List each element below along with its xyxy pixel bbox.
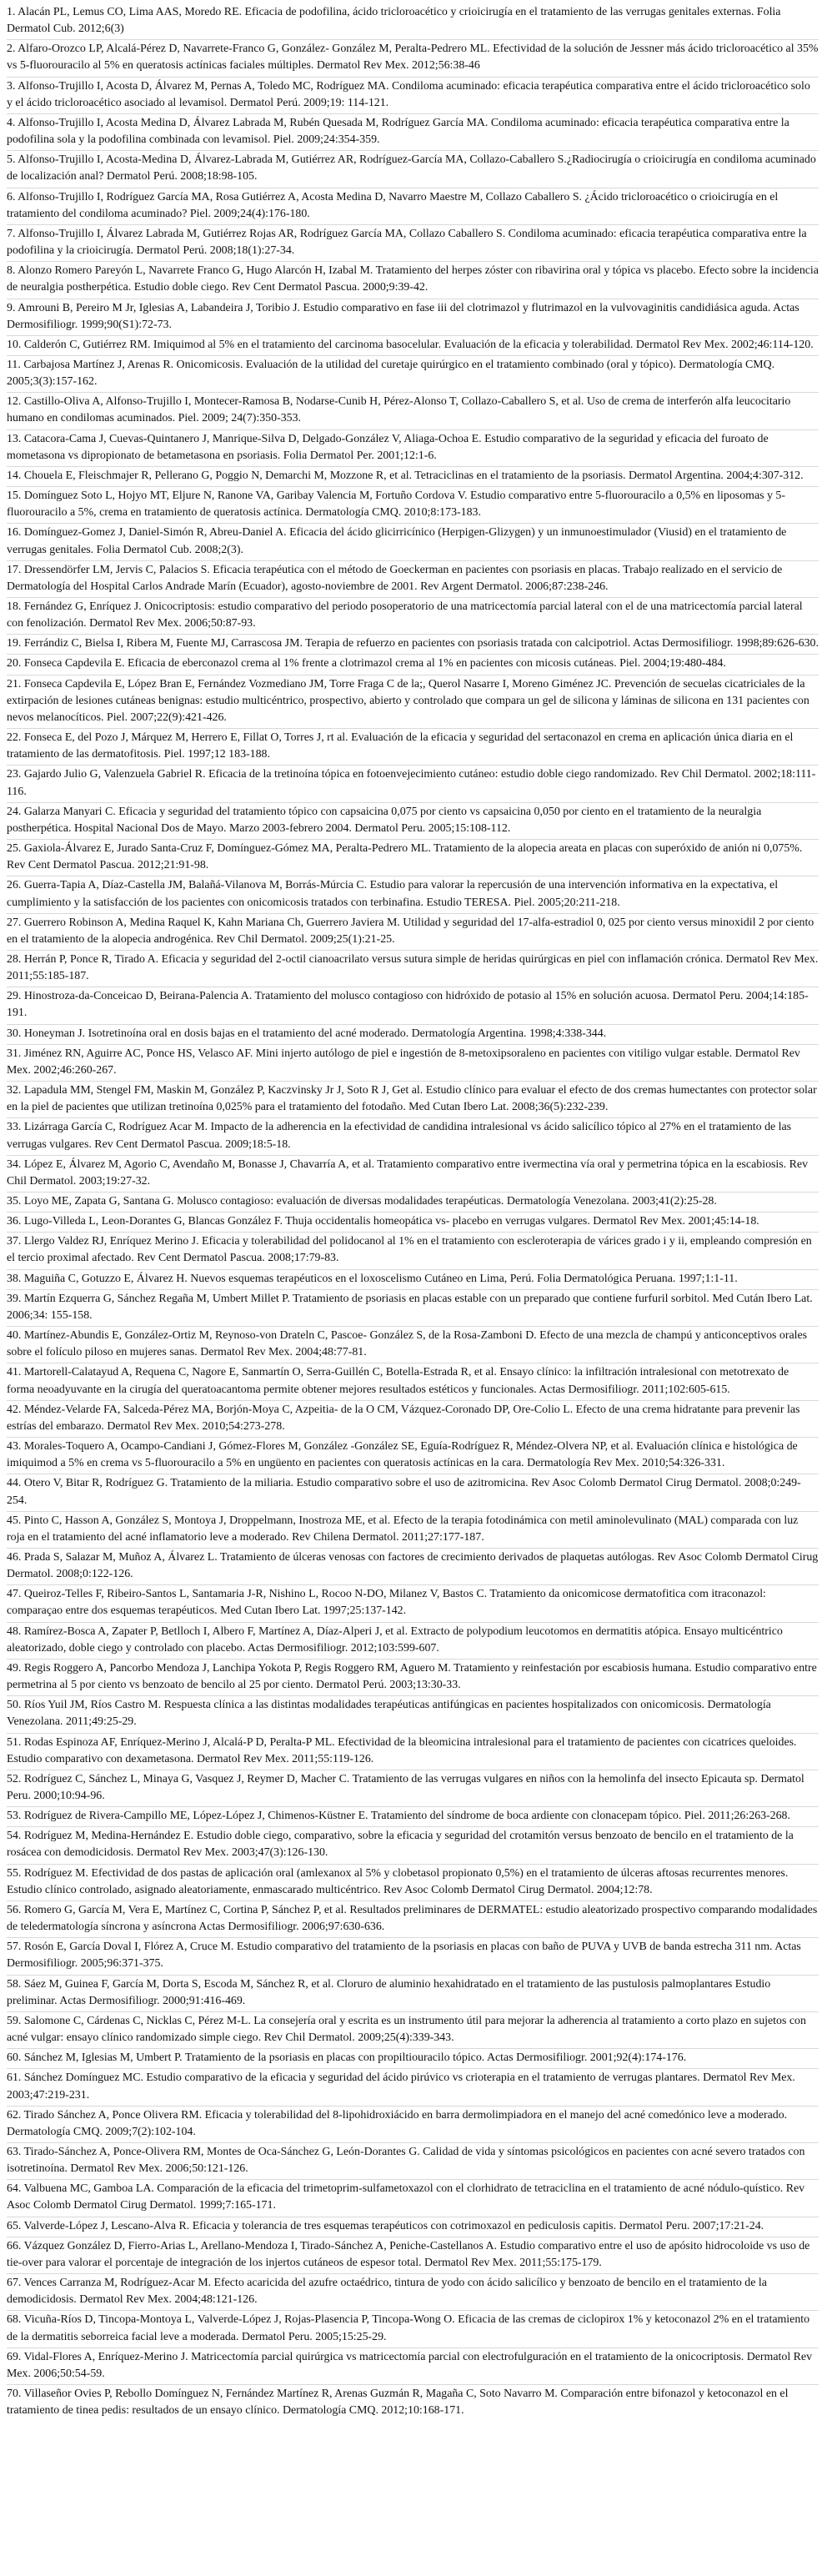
reference-item: 70. Villaseñor Ovies P, Rebollo Domínguez N, Fernández Martínez R, Arenas Guzmán R, Magaña C, Soto Navarro M. Comparación entre bifonazol y ketoconazol en el tratamiento de tinea pedis: resultados de un ensayo clínico. Dermatología CMQ. 2012;10:168-171. (7, 2388, 789, 2418)
reference-item: 12. Castillo-Oliva A, Alfonso-Trujillo I, Montecer-Ramosa B, Nodarse-Cunib H, Pérez-Alonso T, Collazo-Caballero S, et al. Uso de crema de interferón alfa leucocitario humano en condilomas acuminados. Piel. 2009; 24(7):350-353. (7, 393, 819, 429)
reference-item: 15. Domínguez Soto L, Hojyo MT, Eljure N, Ranone VA, Garibay Valencia M, Fortuño Cordova V. Estudio comparativo entre 5-fluorouracilo a 0,5% en liposomas y 5-fluorouracilo a 5%, crema en tratamiento de queratosis actínica. Dermatología CMQ. 2010;8:173-183. (7, 487, 819, 524)
reference-item: 26. Guerra-Tapia A, Díaz-Castella JM, Balañá-Vilanova M, Borrás-Múrcia C. Estudio para valorar la repercusión de una intervención informativa en la expectativa, el cumplimiento y la satisfacción de los pacientes con onicomicosis tratados con terbinafina. Estudio TERESA. Piel. 2005;20:211-218. (7, 876, 819, 913)
reference-item: 61. Sánchez Domínguez MC. Estudio comparativo de la eficacia y seguridad del ácido pirúvico vs crioterapia en el tratamiento de verrugas plantares. Dermatol Rev Mex. 2003;47:219-231. (7, 2069, 819, 2106)
reference-item: 48. Ramírez-Bosca A, Zapater P, Betlloch I, Albero F, Martínez A, Díaz-Alperi J, et al. Extracto de polypodium leucotomos en dermatitis atópica. Ensayo multicéntrico aleatorizado, doble ciego y controlado con placebo. Actas Dermosifiliogr. 2012;103:599-607. (7, 1623, 819, 1660)
reference-item: 34. López E, Álvarez M, Agorio C, Avendaño M, Bonasse J, Chavarría A, et al. Tratamiento comparativo entre ivermectina vía oral y permetrina tópica en la escabiosis. Rev Chil Dermatol. 2003;19:27-32. (7, 1156, 819, 1193)
reference-item: 65. Valverde-López J, Lescano-Alva R. Eficacia y tolerancia de tres esquemas terapéuticos con cotrimoxazol en pediculosis capitis. Dermatol Peru. 2007;17:21-24. (7, 2217, 819, 2237)
reference-item: 5. Alfonso-Trujillo I, Acosta-Medina D, Álvarez-Labrada M, Gutiérrez AR, Rodríguez-García MA, Collazo-Caballero S.¿Radiocirugía o crioicirugía en condiloma acuminado de localización anal? Dermatol Perú. 2008;18:98-105. (7, 151, 819, 188)
reference-item: 64. Valbuena MC, Gamboa LA. Comparación de la eficacia del trimetoprim-sulfametoxazol con el clorhidrato de tetraciclina en el tratamiento de acné nódulo-quístico. Rev Asoc Colomb Dermatol Cirug Dermatol. 1999;7:165-171. (7, 2180, 819, 2217)
reference-item: 14. Chouela E, Fleischmajer R, Pellerano G, Poggio N, Demarchi M, Mozzone R, et al. Tetraciclinas en el tratamiento de la psoriasis. Dermatol Argentina. 2004;4:307-312. (7, 467, 819, 487)
reference-item: 37. Llergo Valdez RJ, Enríquez Merino J. Eficacia y tolerabilidad del polidocanol al 1% en el tratamiento con escleroterapia de várices grado i y ii, empleando compresión en el tercio proximal afectado. Rev Cent Dermatol Pascua. 2008;17:79-83. (7, 1233, 819, 1269)
reference-item: 56. Romero G, García M, Vera E, Martínez C, Cortina P, Sánchez P, et al. Resultados preliminares de DERMATEL: estudio aleatorizado prospectivo comparando modalidades de teledermatología síncrona y asíncrona Actas Dermosifiliogr. 2006;97:630-636. (7, 1901, 819, 1938)
reference-item: 35. Loyo ME, Zapata G, Santana G. Molusco contagioso: evaluación de diversas modalidades terapéuticas. Dermatología Venezolana. 2003;41(2):25-28. (7, 1193, 819, 1213)
reference-item: 6. Alfonso-Trujillo I, Rodríguez García MA, Rosa Gutiérrez A, Acosta Medina D, Navarro Maestre M, Collazo Caballero S. ¿Ácido tricloroacético o crioicirugía en el tratamiento del condiloma acuminado? Piel. 2009;24(4):176-180. (7, 188, 819, 225)
reference-item: 41. Martorell-Calatayud A, Requena C, Nagore E, Sanmartín O, Serra-Guillén C, Botella-Estrada R, et al. Ensayo clínico: la infiltración intralesional con metotrexato de forma neoadyuvante en la cirugía del queratoacantoma permite obtener mejores resultados estéticos y funcionales. Actas Dermosifiliogr. 2011;102:605-615. (7, 1363, 819, 1400)
reference-item: 46. Prada S, Salazar M, Muñoz A, Álvarez L. Tratamiento de úlceras venosas con factores de crecimiento derivados de plaquetas autólogas. Rev Asoc Colomb Dermatol Cirug Dermatol. 2008;0:122-126. (7, 1549, 819, 1585)
reference-item: 58. Sáez M, Guinea F, García M, Dorta S, Escoda M, Sánchez R, et al. Cloruro de aluminio hexahidratado en el tratamiento de las pustulosis palmoplantares Estudio preliminar. Actas Dermosifiliogr. 2000;91:416-469. (7, 1976, 819, 2012)
reference-item: 62. Tirado Sánchez A, Ponce Olivera RM. Eficacia y tolerabilidad del 8-lipohidroxiácido en barra dermolimpiadora en el manejo del acné comedónico leve a moderado. Dermatología CMQ. 2009;7(2):102-104. (7, 2106, 819, 2143)
reference-item: 17. Dressendörfer LM, Jervis C, Palacios S. Eficacia terapéutica con el método de Goeckerman en pacientes con psoriasis en placas. Trabajo realizado en el servicio de Dermatología del Hospital Carlos Andrade Marín (Ecuador), agosto-noviembre de 2001. Rev Argent Dermatol. 2006;87:238-246. (7, 561, 819, 598)
reference-item: 39. Martín Ezquerra G, Sánchez Regaña M, Umbert Millet P. Tratamiento de psoriasis en placas estable con un preparado que contiene furfuril sorbitol. Med Cután Ibero Lat. 2006;34: 155-158. (7, 1290, 819, 1327)
reference-item: 51. Rodas Espinoza AF, Enríquez-Merino J, Alcalá-P D, Peralta-P ML. Efectividad de la bleomicina intralesional para el tratamiento de pacientes con cicatrices queloides. Estudio comparativo con dexametasona. Dermatol Rev Mex. 2011;55:119-126. (7, 1734, 819, 1770)
reference-item: 47. Queiroz-Telles F, Ribeiro-Santos L, Santamaria J-R, Nishino L, Rocoo N-DO, Milanez V, Bastos C. Tratamiento da onicomicose dermatofitica com itraconazol: comparaçao entre dos esquemas terapéuticos. Med Cutan Ibero Lat. 1997;25:137-142. (7, 1585, 819, 1622)
reference-item: 38. Maguiña C, Gotuzzo E, Álvarez H. Nuevos esquemas terapéuticos en el loxoscelismo Cutáneo en Lima, Perú. Folia Dermatológica Peruana. 1997;1:1-11. (7, 1270, 819, 1290)
reference-item: 23. Gajardo Julio G, Valenzuela Gabriel R. Eficacia de la tretinoína tópica en fotoenvejecimiento cutáneo: estudio doble ciego randomizado. Rev Chil Dermatol. 2002;18:111-116. (7, 766, 819, 802)
reference-item: 55. Rodríguez M. Efectividad de dos pastas de aplicación oral (amlexanox al 5% y clobetasol propionato 0,5%) en el tratamiento de úlceras aftosas recurrentes menores. Estudio clínico controlado, asignado aleatoriamente, enmascarado multicéntrico. Rev Asoc Colomb Dermatol Cirug Dermatol. 2004;12:78. (7, 1865, 819, 1901)
reference-item: 33. Lizárraga García C, Rodríguez Acar M. Impacto de la adherencia en la efectividad de candidina intralesional vs ácido salicílico tópico al 27% en el tratamiento de las verrugas vulgares. Rev Cent Dermatol Pascua. 2009;18:5-18. (7, 1118, 819, 1155)
reference-item: 30. Honeyman J. Isotretinoína oral en dosis bajas en el tratamiento del acné moderado. Dermatología Argentina. 1998;4:338-344. (7, 1025, 819, 1045)
reference-item: 13. Catacora-Cama J, Cuevas-Quintanero J, Manrique-Silva D, Delgado-González V, Aliaga-Ochoa E. Estudio comparativo de la seguridad y eficacia del furoato de mometasona vs dipropionato de betametasona en psoriasis. Folia Dermatol Per. 2001;12:1-6. (7, 430, 819, 467)
reference-item: 66. Vázquez González D, Fierro-Arias L, Arellano-Mendoza I, Tirado-Sánchez A, Peniche-Castellanos A. Estudio comparativo entre el uso de apósito hidrocoloide vs uso de tie-over para valorar el porcentaje de integración de los injertos cutáneos de espesor total. Dermatol Rev Mex. 2011;55:175-179. (7, 2237, 819, 2274)
reference-item: 44. Otero V, Bitar R, Rodríguez G. Tratamiento de la miliaria. Estudio comparativo sobre el uso de azitromicina. Rev Asoc Colomb Dermatol Cirug Dermatol. 2008;0:249-254. (7, 1474, 819, 1511)
reference-item: 18. Fernández G, Enríquez J. Onicocriptosis: estudio comparativo del periodo posoperatorio de una matricectomía parcial lateral con el de una matricectomía parcial lateral con fenolización. Dermatol Rev Mex. 2006;50:87-93. (7, 598, 819, 635)
reference-item: 54. Rodríguez M, Medina-Hernández E. Estudio doble ciego, comparativo, sobre la eficacia y seguridad del crotamitón versus benzoato de bencilo en el tratamiento de la rosácea con demodicidosis. Dermatol Rev Mex. 2003;47(3):126-130. (7, 1827, 819, 1864)
reference-item: 49. Regis Roggero A, Pancorbo Mendoza J, Lanchipa Yokota P, Regis Roggero RM, Aguero M. Tratamiento y reinfestación por escabiosis humana. Estudio comparativo entre permetrina al 5 por ciento vs benzoato de bencilo al 25 por ciento. Dermatol Perú. 2003;13:30-33. (7, 1660, 819, 1696)
reference-item: 50. Ríos Yuil JM, Ríos Castro M. Respuesta clínica a las distintas modalidades terapéuticas antifúngicas en pacientes hospitalizados con onicomicosis. Dermatología Venezolana. 2011;49:25-29. (7, 1696, 819, 1733)
reference-item: 19. Ferrándiz C, Bielsa I, Ribera M, Fuente MJ, Carrascosa JM. Terapia de refuerzo en pacientes con psoriasis tratada con calcipotriol. Actas Dermosifiliogr. 1998;89:626-630. (7, 635, 819, 655)
reference-item: 7. Alfonso-Trujillo I, Álvarez Labrada M, Gutiérrez Rojas AR, Rodríguez García MA, Collazo Caballero S. Condiloma acuminado: eficacia terapéutica comparativa entre la podofilina y la crioicirugía. Dermatol Perú. 2008;18(1):27-34. (7, 225, 819, 262)
reference-item: 68. Vicuña-Ríos D, Tincopa-Montoya L, Valverde-López J, Rojas-Plasencia P, Tincopa-Wong O. Eficacia de las cremas de ciclopirox 1% y ketoconazol 2% en el tratamiento de la dermatitis seborreica facial leve a moderada. Dermatol Peru. 2005;15:25-29. (7, 2311, 819, 2348)
reference-item: 43. Morales-Toquero A, Ocampo-Candiani J, Gómez-Flores M, González -González SE, Eguía-Rodríguez R, Méndez-Olvera NP, et al. Evaluación clínica e histológica de imiquimod a 5% en crema vs 5-fluorouracilo a 5% en ungüento en pacientes con queratosis actínicas en la cara. Dermatología Rev Mex. 2010;54:326-331. (7, 1438, 819, 1474)
reference-item: 25. Gaxiola-Álvarez E, Jurado Santa-Cruz F, Domínguez-Gómez MA, Peralta-Pedrero ML. Tratamiento de la alopecia areata en placas con superóxido de anión ni 0,075%. Rev Cent Dermatol Pascua. 2012;21:91-98. (7, 840, 819, 876)
reference-item: 59. Salomone C, Cárdenas C, Nicklas C, Pérez M-L. La consejería oral y escrita es un instrumento útil para mejorar la adherencia al tratamiento a corto plazo en sujetos con acné vulgar: ensayo clínico randomizado simple ciego. Rev Chil Dermatol. 2009;25(4):339-343. (7, 2012, 819, 2049)
reference-item: 16. Domínguez-Gomez J, Daniel-Simón R, Abreu-Daniel A. Eficacia del ácido glicirricínico (Herpigen-Glizygen) y un inmunoestimulador (Viusid) en el tratamiento de verrugas genitales. Folia Dermatol Cub. 2008;2(3). (7, 524, 819, 560)
reference-item: 27. Guerrero Robinson A, Medina Raquel K, Kahn Mariana Ch, Guerrero Javiera M. Utilidad y seguridad del 17-alfa-estradiol 0, 025 por ciento versus minoxidil 2 por ciento en el tratamiento de la alopecia androgénica. Rev Chil Dermatol. 2009;25(1):21-25. (7, 914, 819, 951)
reference-item: 40. Martínez-Abundis E, González-Ortiz M, Reynoso-von Drateln C, Pascoe- González S, de la Rosa-Zamboni D. Efecto de una mezcla de champú y anticonceptivos orales sobre el folículo piloso en mujeres sanas. Dermatol Rev Mex. 2004;48:77-81. (7, 1327, 819, 1363)
reference-item: 53. Rodríguez de Rivera-Campillo ME, López-López J, Chimenos-Küstner E. Tratamiento del síndrome de boca ardiente con clonacepam tópico. Piel. 2011;26:263-268. (7, 1807, 819, 1827)
reference-item: 2. Alfaro-Orozco LP, Alcalá-Pérez D, Navarrete-Franco G, González- González M, Peralta-Pedrero ML. Efectividad de la solución de Jessner más ácido tricloroacético al 35% vs 5-fluorouracilo al 5% en queratosis actínicas faciales múltiples. Dermatol Rev Mex. 2012;56:38-46 (7, 40, 819, 77)
reference-item: 22. Fonseca E, del Pozo J, Márquez M, Herrero E, Fillat O, Torres J, rt al. Evaluación de la eficacia y seguridad del sertaconazol en crema en aplicación única diaria en el tratamiento de las dermatofitosis. Piel. 1997;12 183-188. (7, 729, 819, 766)
reference-item: 67. Vences Carranza M, Rodríguez-Acar M. Efecto acaricida del azufre octaédrico, tintura de yodo con ácido salicílico y benzoato de bencilo en el tratamiento de la demodicidosis. Dermatol Rev Mex. 2004;48:121-126. (7, 2274, 819, 2311)
reference-item: 20. Fonseca Capdevila E. Eficacia de eberconazol crema al 1% frente a clotrimazol crema al 1% en pacientes con micosis cutáneas. Piel. 2004;19:480-484. (7, 655, 819, 675)
reference-item: 24. Galarza Manyari C. Eficacia y seguridad del tratamiento tópico con capsaicina 0,075 por ciento vs capsaicina 0,050 por ciento en el tratamiento de la neuralgia postherpética. Hospital Nacional Dos de Mayo. Marzo 2003-febrero 2004. Dermatol Peru. 2005;15:108-112. (7, 803, 819, 840)
reference-item: 57. Rosón E, García Doval I, Flórez A, Cruce M. Estudio comparativo del tratamiento de la psoriasis en placas con baño de PUVA y UVB de banda estrecha 311 nm. Actas Dermosifiliogr. 2005;96:371-375. (7, 1938, 819, 1975)
reference-item: 36. Lugo-Villeda L, Leon-Dorantes G, Blancas González F. Thuja occidentalis homeopática vs- placebo en verrugas vulgares. Dermatol Rev Mex. 2001;45:14-18. (7, 1213, 819, 1233)
reference-item: 9. Amrouni B, Pereiro M Jr, Iglesias A, Labandeira J, Toribio J. Estudio comparativo en fase iii del clotrimazol y flutrimazol en la vulvovaginitis candidiásica aguda. Actas Dermosifiliogr. 1999;90(S1):72-73. (7, 299, 819, 336)
reference-item: 1. Alacán PL, Lemus CO, Lima AAS, Moredo RE. Eficacia de podofilina, ácido tricloroacético y crioicirugía en el tratamiento de las verrugas genitales externas. Folia Dermatol Cub. 2012;6(3) (7, 3, 819, 40)
reference-item: 31. Jiménez RN, Aguirre AC, Ponce HS, Velasco AF. Mini injerto autólogo de piel e ingestión de 8-metoxipsoraleno en pacientes con vitiligo vulgar estable. Dermatol Rev Mex. 2002;46:260-267. (7, 1045, 819, 1082)
reference-item: 28. Herrán P, Ponce R, Tirado A. Eficacia y seguridad del 2-octil cianoacrilato versus sutura simple de heridas quirúrgicas en piel con inflamación crónica. Dermatol Rev Mex. 2011;55:185-187. (7, 951, 819, 987)
reference-item: 45. Pinto C, Hasson A, González S, Montoya J, Droppelmann, Inostroza ME, et al. Efecto de la terapia fotodinámica con metil aminolevulinato (MAL) comparada con luz roja en el tratamiento del acné inflamatorio leve a moderado. Rev Chilena Dermatol. 2011;27:177-187. (7, 1512, 819, 1549)
reference-item: 8. Alonzo Romero Pareyón L, Navarrete Franco G, Hugo Alarcón H, Izabal M. Tratamiento del herpes zóster con ribavirina oral y tópica vs placebo. Efecto sobre la incidencia de neuralgia postherpética. Estudio doble ciego. Rev Cent Dermatol Pascua. 2000;9:39-42. (7, 262, 819, 299)
reference-item: 63. Tirado-Sánchez A, Ponce-Olivera RM, Montes de Oca-Sánchez G, León-Dorantes G. Calidad de vida y síntomas psicológicos en pacientes con acné severo tratados con isotretinoína. Dermatol Rev Mex. 2006;50:121-126. (7, 2143, 819, 2180)
reference-item: 60. Sánchez M, Iglesias M, Umbert P. Tratamiento de la psoriasis en placas con propiltiouracilo tópico. Actas Dermosifiliogr. 2001;92(4):174-176. (7, 2049, 819, 2069)
reference-item: 11. Carbajosa Martínez J, Arenas R. Onicomicosis. Evaluación de la utilidad del curetaje quirúrgico en el tratamiento combinado (oral y tópico). Dermatología CMQ. 2005;3(3):157-162. (7, 356, 819, 393)
reference-item: 69. Vidal-Flores A, Enríquez-Merino J. Matricectomía parcial quirúrgica vs matricectomía parcial con electrofulguración en el tratamiento de la onicocriptosis. Dermatol Rev Mex. 2006;50:54-59. (7, 2348, 819, 2385)
reference-item: 4. Alfonso-Trujillo I, Acosta Medina D, Álvarez Labrada M, Rubén Quesada M, Rodríguez García MA. Condiloma acuminado: eficacia terapéutica comparativa entre la podofilina sola y la podofilina combinada con levamisol. Piel. 2009;24:354-359. (7, 114, 819, 151)
reference-item: 10. Calderón C, Gutiérrez RM. Imiquimod al 5% en el tratamiento del carcinoma basocelular. Evaluación de la eficacia y tolerabilidad. Dermatol Rev Mex. 2002;46:114-120. (7, 336, 819, 356)
reference-item: 29. Hinostroza-da-Conceicao D, Beirana-Palencia A. Tratamiento del molusco contagioso con hidróxido de potasio al 15% en solución acuosa. Dermatol Peru. 2004;14:185-191. (7, 987, 819, 1024)
reference-item: 21. Fonseca Capdevila E, López Bran E, Fernández Vozmediano JM, Torre Fraga C de la;, Querol Nasarre I, Moreno Giménez JC. Prevención de secuelas cicatriciales de la extirpación de lesiones cutáneas benignas: estudio multicéntrico, prospectivo, abierto y controlado que compara un gel de silicona y láminas de silicona en 131 pacientes con nevos melanocíticos. Piel. 2007;22(9):421-426. (7, 675, 819, 729)
reference-item: 32. Lapadula MM, Stengel FM, Maskin M, González P, Kaczvinsky Jr J, Soto R J, Get al. Estudio clínico para evaluar el efecto de dos cremas humectantes con protector solar en la piel de pacientes que utilizan tretinoína 0,025% para el tratamiento del fotodaño. Med Cutan Ibero Lat. 2008;36(5):232-239. (7, 1082, 819, 1118)
reference-item: 3. Alfonso-Trujillo I, Acosta D, Álvarez M, Pernas A, Toledo MC, Rodríguez MA. Condiloma acuminado: eficacia terapéutica comparativa entre el ácido tricloroacético solo y el ácido tricloroacético asociado al levamisol. Dermatol Perú. 2009;19: 114-121. (7, 78, 819, 114)
reference-item: 42. Méndez-Velarde FA, Salceda-Pérez MA, Borjón-Moya C, Azpeitia- de la O CM, Vázquez-Coronado DP, Ore-Colio L. Efecto de una crema hidratante para prevenir las estrías del embarazo. Dermatol Rev Mex. 2010;54:273-278. (7, 1401, 819, 1438)
reference-item: 52. Rodríguez C, Sánchez L, Minaya G, Vasquez J, Reymer D, Macher C. Tratamiento de las verrugas vulgares en niños con la hemolinfa del insecto Epicauta sp. Dermatol Peru. 2000;10:94-96. (7, 1770, 819, 1807)
